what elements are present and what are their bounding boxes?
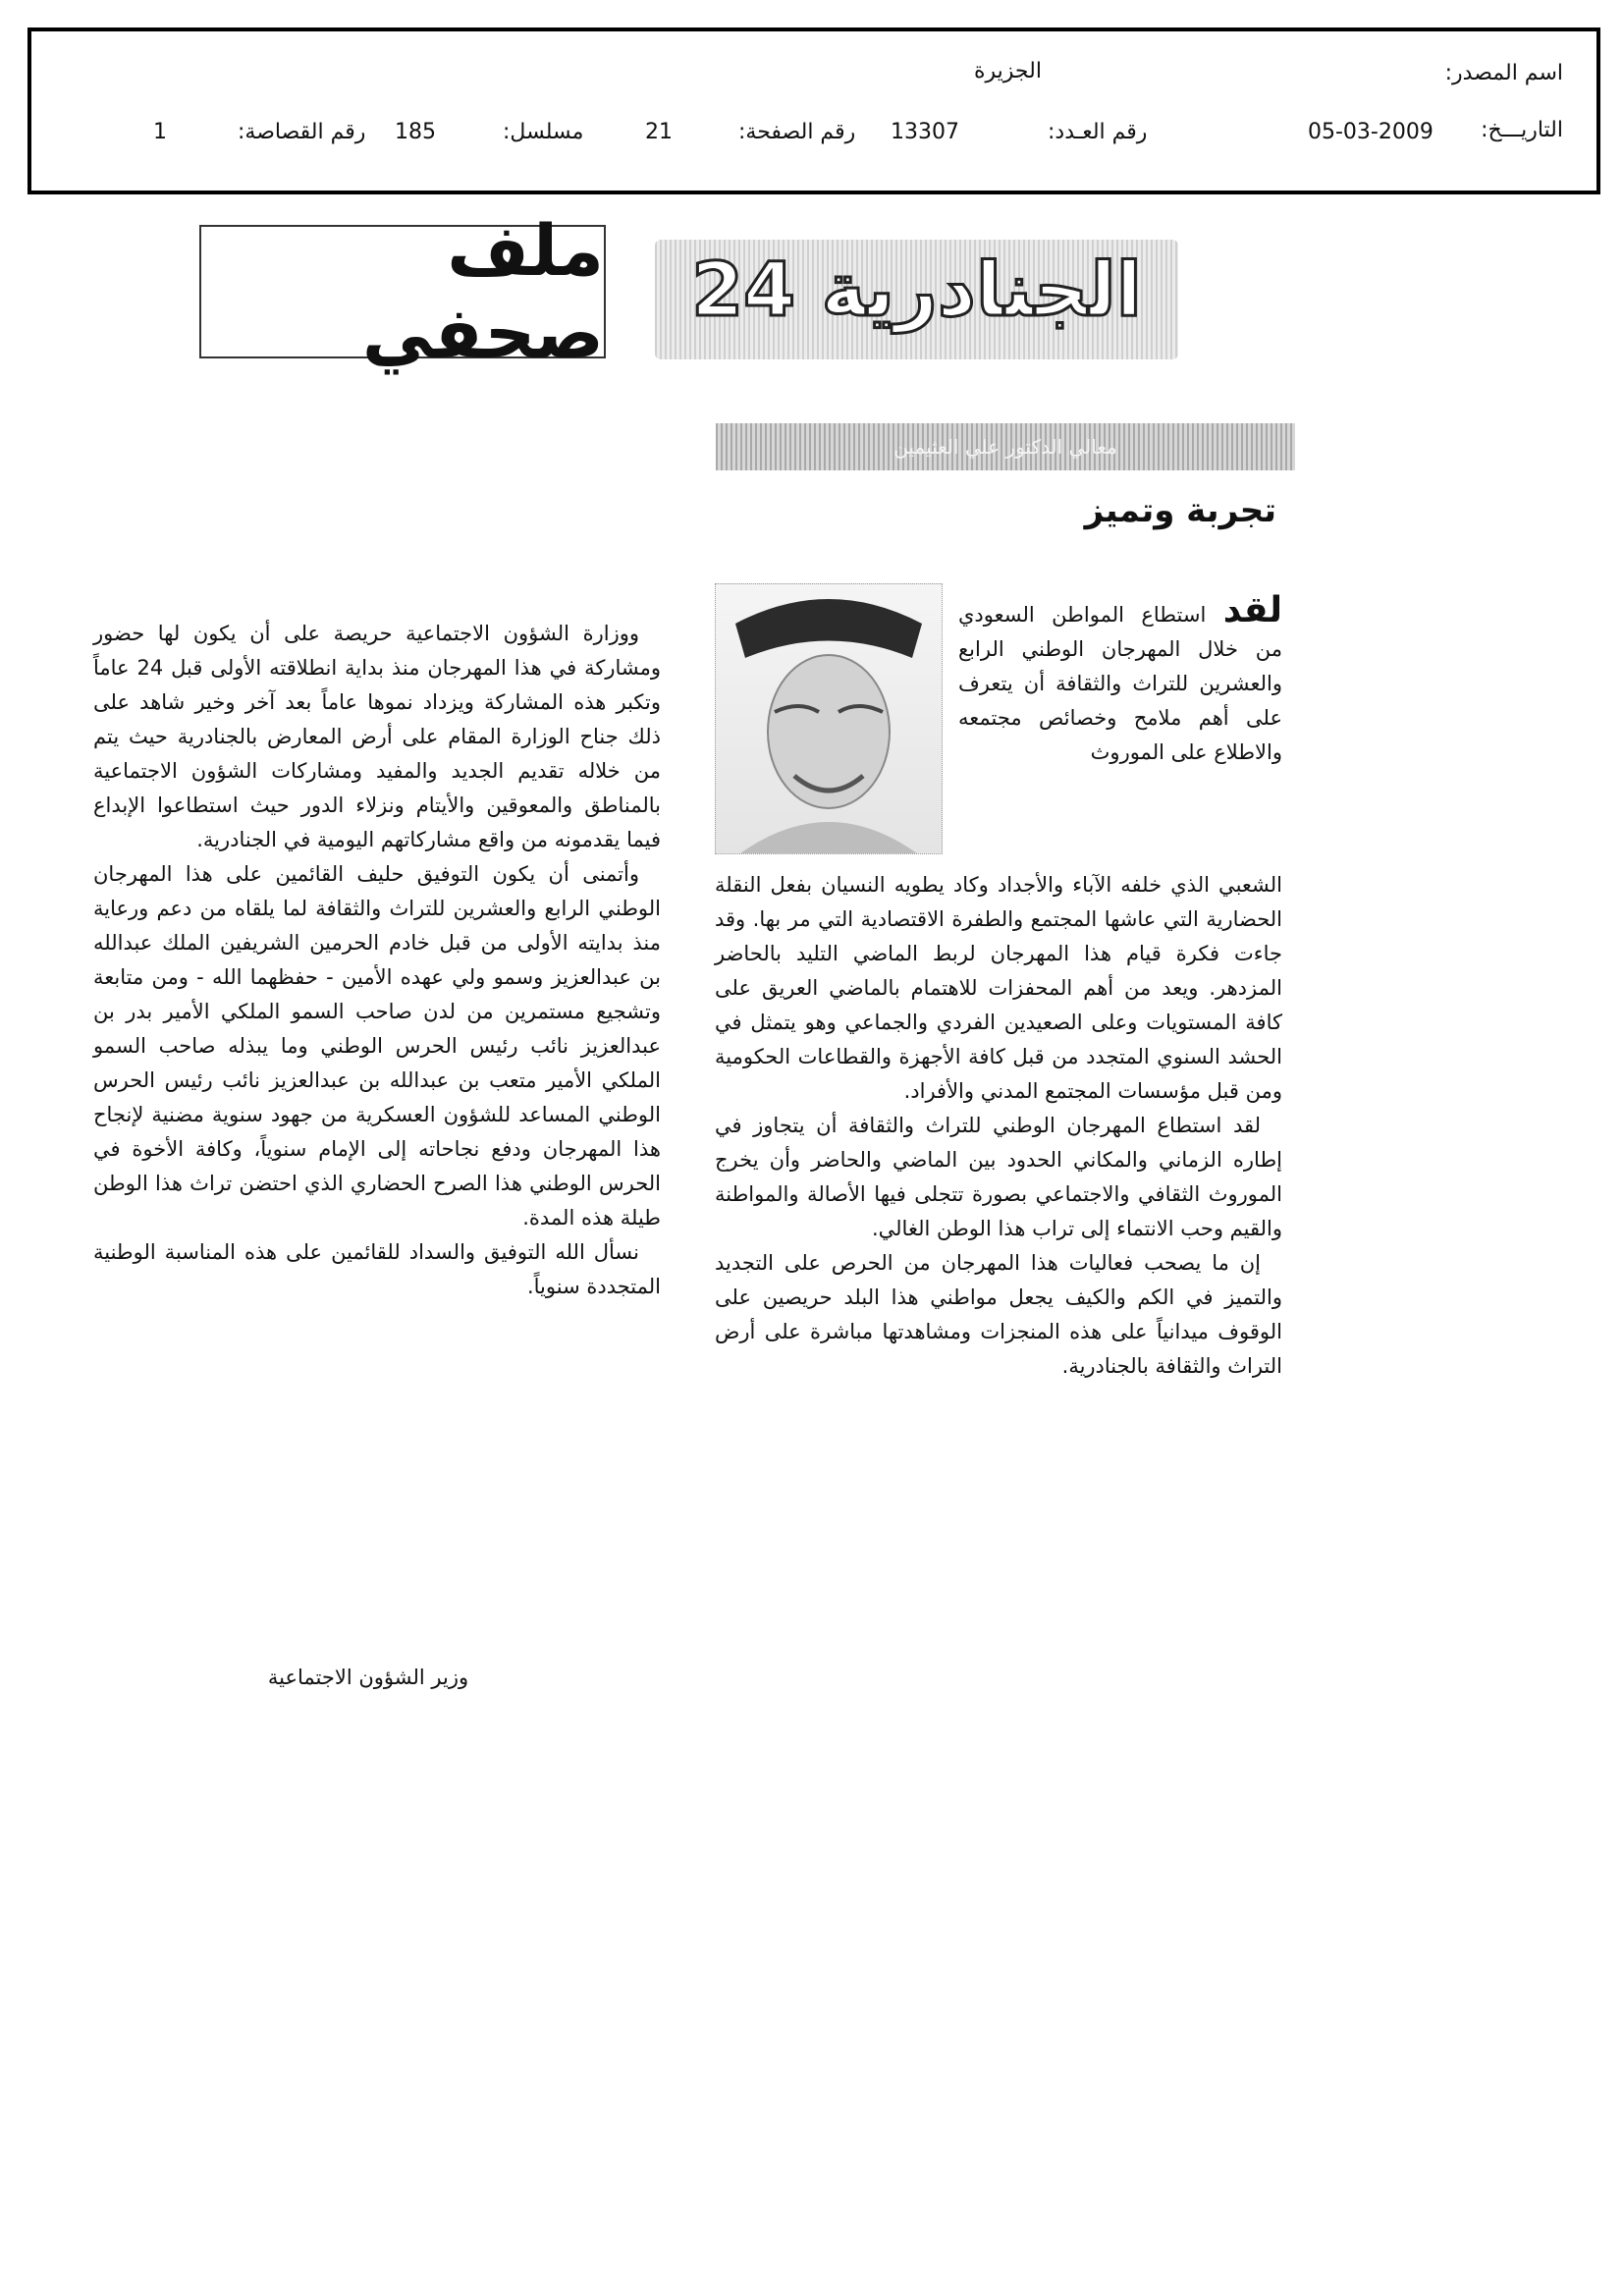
janadriyah-logo <box>655 240 1178 359</box>
left-column <box>93 617 661 1304</box>
header-box <box>27 27 1600 194</box>
press-file-box <box>199 209 606 374</box>
page-label: رقم الصفحة: <box>738 120 856 144</box>
author-photo <box>715 583 943 854</box>
paragraph-1: الشعبي الذي خلفه الآباء والأجداد وكاد يطويه النسيان بفعل النقلة الحضارية التي عاشها المجتمع والطفرة الاقتصادية التي مر بها. وقد جاءت فكرة قيام هذا المهرجان لربط الماضي التليد بالحاضر المزدهر. ويعد من أهم المحفزات للاهتمام بالماضي العريق على كافة المستويات وعلى الصعيدين الفردي والجماعي وهو يتمثل في الحشد السنوي المتجدد من قبل كافة الأجهزة والقطاعات الحكومية ومن قبل مؤسسات المجتمع المدني والأفراد. <box>715 873 1282 1103</box>
lead-text: استطاع المواطن السعودي من خلال المهرجان الوطني الرابع والعشرين للتراث والثقافة أن يتعرف على أهم ملامح وخصائص مجتمعه والاطلاع على الموروث <box>958 603 1282 764</box>
author-portrait-icon <box>716 584 942 853</box>
serial-label: مسلسل: <box>503 120 584 144</box>
source-value: الجزيرة <box>974 59 1042 83</box>
date-value: 05-03-2009 <box>1308 120 1434 144</box>
page-value: 21 <box>645 120 673 144</box>
paragraph-6: نسأل الله التوفيق والسداد للقائمين على هذه المناسبة الوطنية المتجددة سنوياً. <box>93 1240 661 1298</box>
paragraph-2: لقد استطاع المهرجان الوطني للتراث والثقافة أن يتجاوز في إطاره الزماني والمكاني الحدود بين الماضي والحاضر وأن يخرج الموروث الثقافي والاجتماعي بصورة تتجلى فيها الأصالة والمواطنة والقيم وحب الانتماء إلى تراب هذا الوطن الغالي. <box>715 1114 1282 1240</box>
serial-value: 185 <box>395 120 436 144</box>
author-band <box>716 423 1295 470</box>
issue-label: رقم العـدد: <box>1048 120 1148 144</box>
author-signature: وزير الشؤون الاجتماعية <box>267 1666 469 1689</box>
press-file-label: ملف صحفي <box>361 209 604 374</box>
source-label: اسم المصدر: <box>1444 61 1563 85</box>
clip-value: 1 <box>153 120 167 144</box>
drop-cap: لقد <box>1222 590 1282 630</box>
paragraph-3: إن ما يصحب فعاليات هذا المهرجان من الحرص على التجديد والتميز في الكم والكيف يجعل مواطني هذا البلد حريصين على الوقوف ميدانياً على هذه المنجزات ومشاهدتها مباشرة على أرض التراث والثقافة بالجنادرية. <box>715 1251 1282 1378</box>
clip-label: رقم القصاصة: <box>238 120 366 144</box>
paragraph-4: ووزارة الشؤون الاجتماعية حريصة على أن يكون لها حضور ومشاركة في هذا المهرجان منذ بداية انطلاقته الأولى قبل 24 عاماً وتكبر هذه المشاركة ويزداد نموها عاماً بعد آخر وخير شاهد على ذلك جناح الوزارة المقام على أرض المعارض بالجنادرية حيث يتم من خلاله تقديم الجديد والمفيد ومشاركات الشؤون الاجتماعية بالمناطق والمعوقين والأيتام ونزلاء الدور حيث استطاعوا الإبداع فيما يقدمونه من واقع مشاركاتهم اليومية في الجنادرية. <box>93 622 661 851</box>
article-title: تجربة وتميز <box>1084 491 1276 530</box>
right-column <box>715 868 1282 1384</box>
paragraph-5: وأتمنى أن يكون التوفيق حليف القائمين على هذا المهرجان الوطني الرابع والعشرين للتراث والثقافة لما يلقاه من دعم ورعاية منذ بدايته الأولى من قبل خادم الحرمين الشريفين الملك عبدالله بن عبدالعزيز وسمو ولي عهده الأمين - حفظهما الله - ومن متابعة وتشجيع مستمرين من لدن صاحب السمو الملكي الأمير بدر بن عبدالعزيز نائب رئيس الحرس الوطني وما يبذله صاحب السمو الملكي الأمير متعب بن عبدالله بن عبدالعزيز نائب رئيس الحرس الوطني المساعد للشؤون العسكرية من جهود سنوية مضنية لإنجاح هذا المهرجان ودفع نجاحاته إلى الإمام سنوياً، وكافة الأخوة في الحرس الوطني هذا الصرح الحضاري الذي احتضن تراث هذا الوطن طيلة هذه المدة. <box>93 862 661 1230</box>
issue-value: 13307 <box>891 120 959 144</box>
author-band-text: معالي الدكتور علي العثيمين <box>893 435 1117 459</box>
logo-text: الجنادرية 24 <box>691 246 1142 333</box>
date-label: التاريـــخ: <box>1481 118 1563 142</box>
article-lead <box>958 590 1282 770</box>
